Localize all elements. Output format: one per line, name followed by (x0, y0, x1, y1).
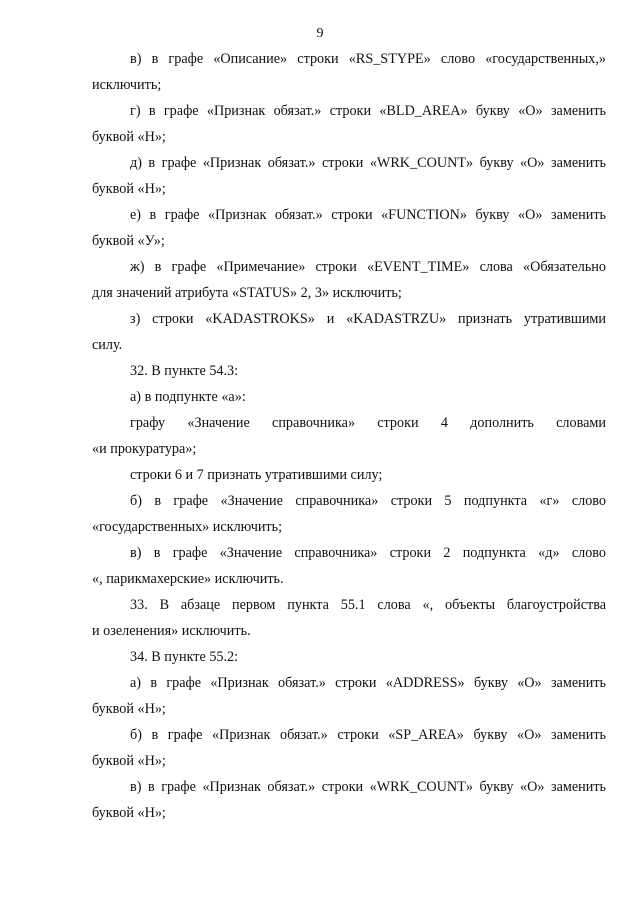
paragraph (92, 306, 606, 358)
paragraph (92, 150, 606, 202)
text-line: исключить; (92, 77, 162, 93)
paragraph (92, 722, 606, 774)
text-line: ж) в графе «Примечание» строки «EVENT_TIME» слова «Обязательно (130, 259, 606, 275)
paragraph (92, 488, 606, 540)
text-line: а) в подпункте «а»: (130, 389, 246, 405)
text-line: г) в графе «Признак обязат.» строки «BLD_AREA» букву «О» заменить (130, 103, 606, 119)
text-line: графу «Значение справочника» строки 4 дополнить словами (130, 415, 606, 431)
text-line: б) в графе «Признак обязат.» строки «SP_AREA» букву «О» заменить (130, 727, 606, 743)
text-line: «и прокуратура»; (92, 441, 197, 457)
paragraph (92, 202, 606, 254)
text-line: буквой «У»; (92, 233, 165, 249)
text-line: буквой «Н»; (92, 701, 166, 717)
paragraph (92, 46, 606, 98)
text-line: б) в графе «Значение справочника» строки 5 подпункта «г» слово (130, 493, 606, 509)
text-line: буквой «Н»; (92, 129, 166, 145)
paragraph (92, 98, 606, 150)
text-line: в) в графе «Признак обязат.» строки «WRK_COUNT» букву «О» заменить (130, 779, 606, 795)
page-number: 9 (316, 26, 324, 41)
paragraph (92, 358, 606, 384)
paragraph (92, 774, 606, 826)
paragraph (92, 462, 606, 488)
paragraph (92, 410, 606, 462)
text-line: силу. (92, 337, 123, 353)
text-line: для значений атрибута «STATUS» 2, 3» исключить; (92, 285, 402, 301)
text-line: строки 6 и 7 признать утратившими силу; (130, 467, 383, 483)
text-line: 34. В пункте 55.2: (130, 649, 239, 665)
text-line: в) в графе «Описание» строки «RS_STYPE» слово «государственных,» (130, 51, 606, 67)
paragraph (92, 254, 606, 306)
text-line: 32. В пункте 54.3: (130, 363, 239, 379)
text-line: а) в графе «Признак обязат.» строки «ADDRESS» букву «О» заменить (130, 675, 606, 691)
paragraph (92, 644, 606, 670)
text-line: з) строки «KADASTROKS» и «KADASTRZU» признать утратившими (130, 311, 606, 327)
text-line: «, парикмахерские» исключить. (92, 571, 284, 587)
paragraph (92, 540, 606, 592)
paragraph (92, 384, 606, 410)
text-line: буквой «Н»; (92, 753, 166, 769)
text-line: буквой «Н»; (92, 181, 166, 197)
paragraph (92, 592, 606, 644)
text-line: е) в графе «Признак обязат.» строки «FUNCTION» букву «О» заменить (130, 207, 606, 223)
document-body (92, 46, 606, 826)
text-line: «государственных» исключить; (92, 519, 283, 535)
text-line: буквой «Н»; (92, 805, 166, 821)
text-line: 33. В абзаце первом пункта 55.1 слова «, объекты благоустройства (130, 597, 606, 613)
text-line: д) в графе «Признак обязат.» строки «WRK_COUNT» букву «О» заменить (130, 155, 606, 171)
text-line: в) в графе «Значение справочника» строки 2 подпункта «д» слово (130, 545, 606, 561)
text-line: и озеленения» исключить. (92, 623, 251, 639)
paragraph (92, 670, 606, 722)
